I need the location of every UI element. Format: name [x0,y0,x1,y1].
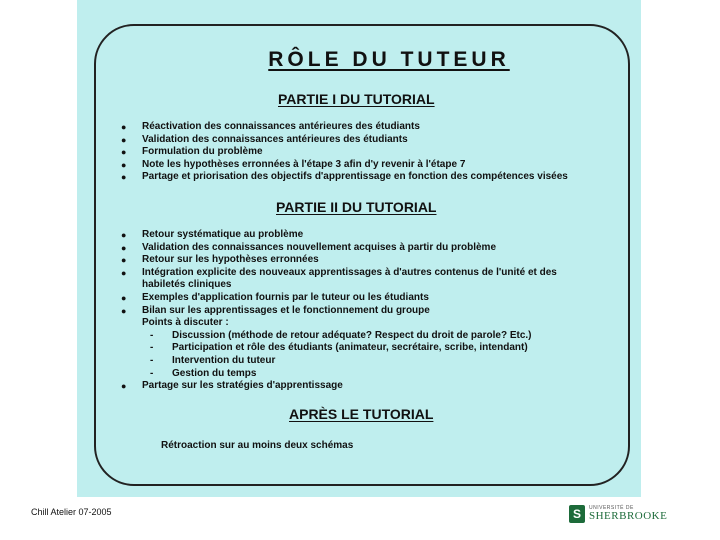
dash-icon: - [150,367,154,379]
section-heading-partie2: PARTIE II DU TUTORIAL [276,199,437,215]
list-item: ● Validation des connaissances nouvellement acquises à partir du problème [121,241,497,253]
logo-name: SHERBROOKE [589,510,668,522]
discussion-sublist [142,330,597,380]
list-item: ● Retour systématique au problème [121,229,304,240]
list-item: ● Retour sur les hypothèses erronnées [121,254,319,266]
partie2-list [119,229,597,393]
bullet-icon: ● [121,122,127,132]
footer-caption: Chill Atelier 07-2005 [31,507,112,517]
logo-university-label: UNIVERSITÉ DE [589,505,634,511]
list-item: ● Note les hypothèses erronnées à l'étape 3 afin d'y revenir à l'étape 7 [121,158,466,170]
bullet-icon: ● [121,172,127,183]
list-item: ● Bilan sur les apprentissages et le fonctionnement du groupe Points à discuter : - Discussion (méthode de retour adéquate? Respect du droit de parole? Etc.) - Participation et rôle des étudiants (animateur, secrétaire, scribe, intendant) - Intervention du tuteur - Gestion du temps [119,305,597,381]
sublist-item: - Gestion du temps [150,367,257,379]
list-item: ● Exemples d'application fournis par le tuteur ou les étudiants [121,291,429,303]
list-item: ● Réactivation des connaissances antérieures des étudiants [121,121,420,132]
apres-text: Rétroaction sur au moins deux schémas [161,440,354,451]
bullet-icon: ● [121,255,127,266]
logo-wordmark [589,506,667,522]
list-item: ● Intégration explicite des nouveaux apprentissages à d'autres contenus de l'unité et des habiletés cliniques [121,266,557,291]
sublist-item: - Intervention du tuteur [150,354,276,366]
university-logo [569,503,667,525]
dash-icon: - [150,354,154,366]
sublist-item: - Discussion (méthode de retour adéquate? Respect du droit de parole? Etc.) [150,329,532,341]
list-item: ● Validation des connaissances antérieures des étudiants [121,133,408,145]
bullet-icon: ● [121,134,127,145]
bullet-icon: ● [121,381,127,392]
bullet-icon: ● [121,159,127,170]
bullet-icon: ● [121,267,127,278]
list-item: ● Formulation du problème [121,146,263,158]
slide-image [77,0,641,497]
section-heading-partie1: PARTIE I DU TUTORIAL [278,91,435,107]
bullet-icon: ● [121,230,127,240]
university-logo-icon: S [569,505,585,523]
dash-icon: - [150,329,154,341]
bullet-icon: ● [121,305,127,316]
section-heading-apres: APRÈS LE TUTORIAL [289,406,434,422]
bullet-icon: ● [121,242,127,253]
bullet-icon: ● [121,147,127,158]
bullet-icon: ● [121,292,127,303]
page-title: RÔLE DU TUTEUR [268,48,510,71]
dash-icon: - [150,342,154,354]
points-label: Points à discuter : [142,317,229,329]
sublist-item: - Participation et rôle des étudiants (animateur, secrétaire, scribe, intendant) [150,342,528,354]
partie1-list [119,121,568,184]
list-item: ● Partage sur les stratégies d'apprentissage [121,380,343,392]
list-item: ● Partage et priorisation des objectifs d'apprentissage en fonction des compétences visées [121,171,568,183]
